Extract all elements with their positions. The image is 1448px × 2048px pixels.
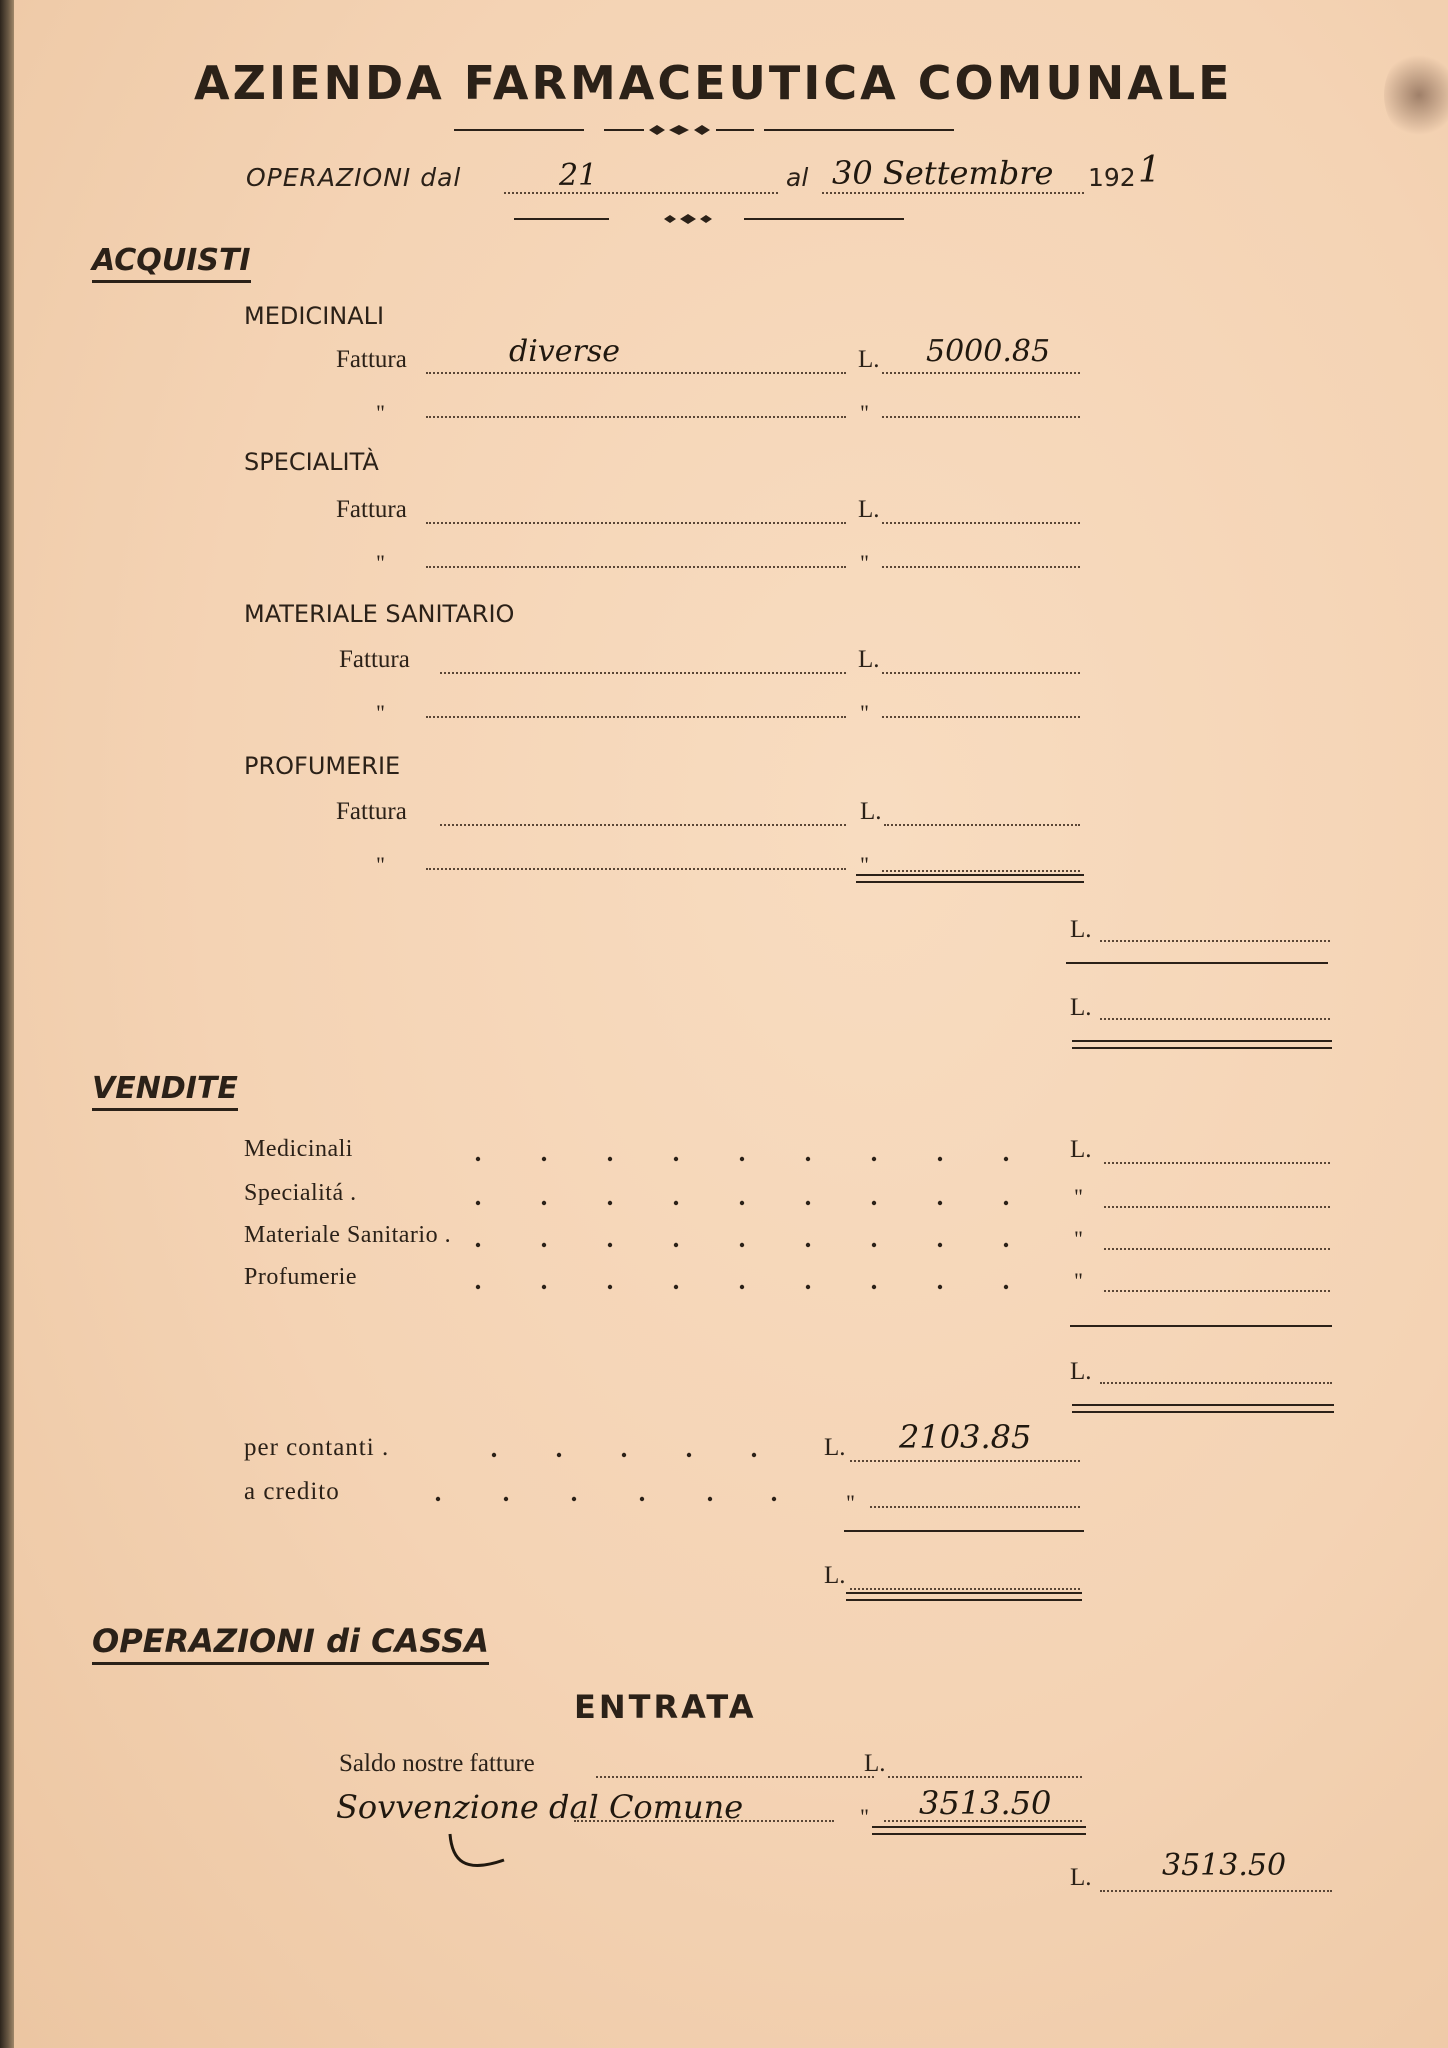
profumerie-label: PROFUMERIE bbox=[244, 752, 401, 780]
vendite-total-line bbox=[1100, 1382, 1332, 1384]
acquisti-heading-text: ACQUISTI bbox=[92, 243, 251, 283]
specialita-label: SPECIALITÀ bbox=[244, 448, 379, 476]
profumerie-row2-line bbox=[426, 868, 846, 870]
saldo-amount-line bbox=[888, 1776, 1082, 1778]
period-from-line bbox=[504, 192, 778, 194]
cassa-total-line bbox=[1100, 1890, 1332, 1892]
per-contanti-amount: 2103.85 bbox=[899, 1418, 1032, 1456]
materiale-fattura-label: Fattura bbox=[339, 646, 410, 673]
profumerie-ditto-1: " bbox=[376, 852, 385, 877]
specialita-fattura-line bbox=[426, 522, 846, 524]
saldo-label: Saldo nostre fatture bbox=[339, 1750, 535, 1777]
profumerie-ditto-2: " bbox=[860, 852, 869, 877]
profumerie-currency: L. bbox=[860, 798, 882, 825]
a-credito-line bbox=[870, 1506, 1080, 1508]
vendite-sum-double-rule bbox=[846, 1592, 1082, 1601]
period-from-day: 21 bbox=[559, 158, 598, 193]
medicinali-currency: L. bbox=[858, 346, 880, 373]
cassa-total-amount: 3513.50 bbox=[1162, 1848, 1287, 1883]
vendite-medicinali-label: Medicinali bbox=[244, 1136, 353, 1162]
sovvenzione-double-rule bbox=[872, 1826, 1086, 1835]
medicinali-row2-amount-line bbox=[882, 416, 1080, 418]
page-title: AZIENDA FARMACEUTICA COMUNALE bbox=[194, 56, 1233, 110]
profumerie-double-rule bbox=[856, 874, 1084, 883]
profumerie-fattura-label: Fattura bbox=[336, 798, 407, 825]
cassa-total-currency: L. bbox=[1070, 1864, 1092, 1891]
period-to-value: 30 Settembre bbox=[832, 154, 1054, 192]
vendite-medicinali-currency: L. bbox=[1070, 1136, 1092, 1163]
acquisti-total-currency: L. bbox=[1070, 994, 1092, 1021]
vendite-materiale-amount-line bbox=[1104, 1248, 1330, 1250]
sovvenzione-label: Sovvenzione dal Comune bbox=[336, 1788, 744, 1826]
materiale-fattura-line bbox=[440, 672, 846, 674]
vendite-items-rule bbox=[1070, 1325, 1332, 1327]
period-ornament bbox=[514, 212, 904, 226]
acquisti-total-double-rule bbox=[1072, 1040, 1332, 1049]
sovvenzione-ditto: " bbox=[860, 1804, 869, 1829]
vendite-materiale-label: Materiale Sanitario . bbox=[244, 1222, 452, 1248]
vendite-total-currency: L. bbox=[1070, 1358, 1092, 1385]
cassa-heading bbox=[92, 1622, 489, 1660]
acquisti-total-line bbox=[1100, 1018, 1330, 1020]
per-contanti-line bbox=[850, 1460, 1080, 1462]
vendite-materiale-leader-dots bbox=[474, 1240, 1034, 1250]
medicinali-row2-line bbox=[426, 416, 846, 418]
materiale-amount-line bbox=[882, 672, 1080, 674]
vendite-total-double-rule bbox=[1072, 1404, 1334, 1413]
materiale-ditto-2: " bbox=[860, 700, 869, 725]
saldo-line bbox=[596, 1776, 874, 1778]
period-to-line bbox=[822, 192, 1084, 194]
medicinali-fattura-label: Fattura bbox=[336, 346, 407, 373]
stain bbox=[1384, 50, 1448, 140]
period-year-prefix: 192 bbox=[1088, 163, 1136, 192]
vendite-specialita-amount-line bbox=[1104, 1206, 1330, 1208]
profumerie-amount-line bbox=[884, 824, 1080, 826]
acquisti-subtotal-line bbox=[1100, 940, 1330, 942]
vendite-profumerie-leader-dots bbox=[474, 1282, 1034, 1292]
materiale-label: MATERIALE SANITARIO bbox=[244, 600, 515, 628]
medicinali-fattura-note: diverse bbox=[509, 334, 620, 369]
sovvenzione-line bbox=[574, 1820, 834, 1822]
entrata-heading: ENTRATA bbox=[574, 1688, 757, 1726]
sovvenzione-amount: 3513.50 bbox=[919, 1784, 1052, 1822]
vendite-materiale-currency: " bbox=[1074, 1226, 1083, 1251]
medicinali-amount-line bbox=[882, 372, 1080, 374]
medicinali-amount: 5000.85 bbox=[926, 334, 1051, 369]
materiale-row2-amount-line bbox=[882, 716, 1080, 718]
vendite-profumerie-currency: " bbox=[1074, 1268, 1083, 1293]
medicinali-label: MEDICINALI bbox=[244, 302, 385, 330]
medicinali-ditto-1: " bbox=[376, 400, 385, 425]
specialita-row2-amount-line bbox=[882, 566, 1080, 568]
vendite-medicinali-amount-line bbox=[1104, 1162, 1330, 1164]
period-to-label: al bbox=[786, 163, 809, 192]
a-credito-label: a credito bbox=[244, 1478, 340, 1505]
vendite-heading-text: VENDITE bbox=[92, 1071, 238, 1111]
title-ornament bbox=[454, 120, 954, 140]
acquisti-subtotal-currency: L. bbox=[1070, 916, 1092, 943]
sovvenzione-flourish bbox=[444, 1830, 524, 1880]
vendite-sum-line bbox=[850, 1588, 1080, 1590]
a-credito-currency: " bbox=[846, 1490, 855, 1515]
profumerie-fattura-line bbox=[440, 824, 846, 826]
specialita-currency: L. bbox=[858, 496, 880, 523]
saldo-currency: L. bbox=[864, 1750, 886, 1777]
cassa-heading-text: OPERAZIONI di CASSA bbox=[92, 1622, 489, 1665]
per-contanti-leader-dots bbox=[484, 1450, 784, 1460]
medicinali-ditto-2: " bbox=[860, 400, 869, 425]
specialita-amount-line bbox=[882, 522, 1080, 524]
specialita-ditto-2: " bbox=[860, 550, 869, 575]
per-contanti-currency: L. bbox=[824, 1434, 846, 1461]
medicinali-fattura-line bbox=[426, 372, 846, 374]
a-credito-rule bbox=[844, 1530, 1084, 1532]
materiale-currency: L. bbox=[858, 646, 880, 673]
specialita-ditto-1: " bbox=[376, 550, 385, 575]
specialita-fattura-label: Fattura bbox=[336, 496, 407, 523]
vendite-sum-currency: L. bbox=[824, 1562, 846, 1589]
vendite-profumerie-amount-line bbox=[1104, 1290, 1330, 1292]
materiale-row2-line bbox=[426, 716, 846, 718]
vendite-specialita-leader-dots bbox=[474, 1198, 1034, 1208]
acquisti-subtotal-rule bbox=[1066, 962, 1328, 964]
acquisti-heading bbox=[92, 243, 251, 278]
vendite-specialita-label: Specialitá . bbox=[244, 1180, 357, 1206]
period-label: OPERAZIONI dal bbox=[246, 163, 462, 192]
vendite-specialita-currency: " bbox=[1074, 1184, 1083, 1209]
vendite-heading bbox=[92, 1071, 238, 1106]
materiale-ditto-1: " bbox=[376, 700, 385, 725]
period-year-suffix: 1 bbox=[1138, 150, 1161, 191]
specialita-row2-line bbox=[426, 566, 846, 568]
profumerie-row2-amount-line bbox=[882, 870, 1080, 872]
vendite-profumerie-label: Profumerie bbox=[244, 1264, 357, 1290]
a-credito-leader-dots bbox=[424, 1494, 784, 1504]
ledger-page bbox=[14, 0, 1448, 2048]
per-contanti-label: per contanti . bbox=[244, 1434, 390, 1461]
vendite-medicinali-leader-dots bbox=[474, 1154, 1034, 1164]
